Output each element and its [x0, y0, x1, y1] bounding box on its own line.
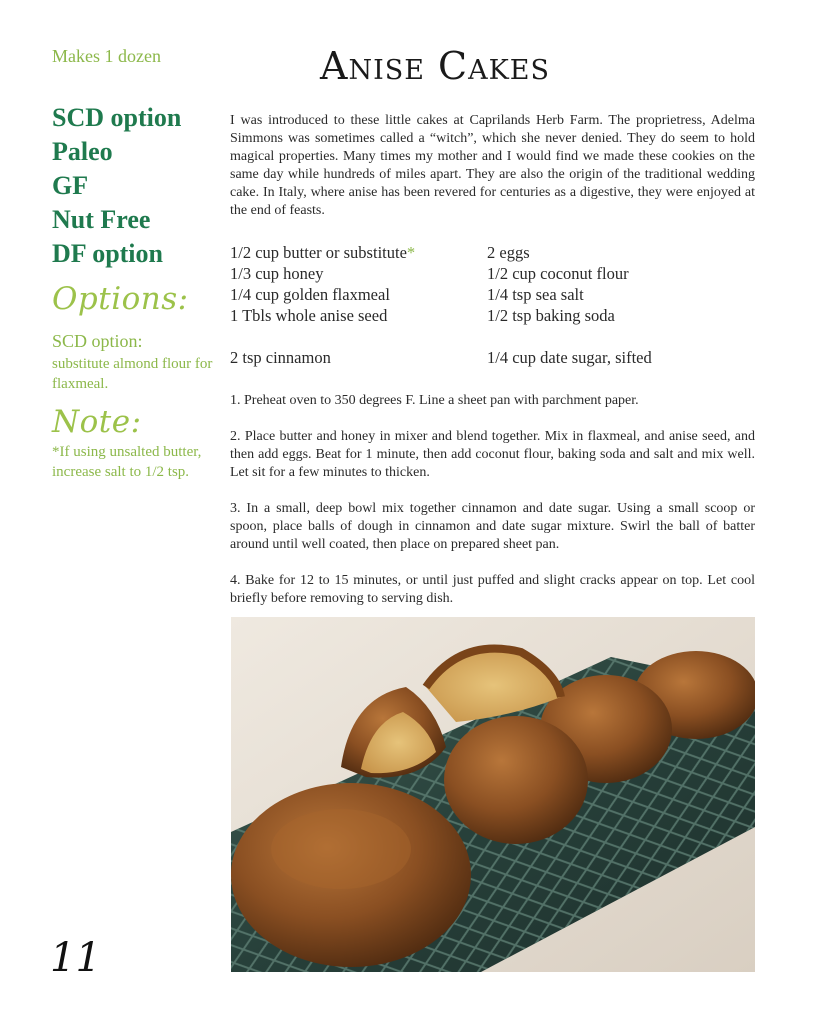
options-heading: Options:	[52, 281, 189, 317]
recipe-title: Anise Cakes	[320, 44, 550, 88]
ingredient-item: 1/2 cup coconut flour	[487, 264, 629, 283]
ingredient-spacer	[230, 326, 487, 347]
ingredient-item: 2 eggs	[487, 243, 530, 262]
ingredient-item: 1/2 tsp baking soda	[487, 306, 615, 325]
diet-option: Paleo	[52, 137, 113, 166]
ingredient-item: 1/3 cup honey	[230, 264, 324, 283]
ingredient-item: 1 Tbls whole anise seed	[230, 306, 388, 325]
ingredient-item: 1/4 cup date sugar, sifted	[487, 348, 652, 367]
instruction-step: 4. Bake for 12 to 15 minutes, or until just puffed and slight cracks appear on top. Let cool briefly before removing to serving dish.	[230, 573, 755, 606]
instruction-step: 3. In a small, deep bowl mix together cinnamon and date sugar. Using a small scoop or spoon, place balls of dough in cinnamon and date sugar mixture. Swirl the ball of batter around until well coated, then place on prepared sheet pan.	[230, 501, 755, 552]
cakes-photo-illustration	[231, 617, 755, 972]
diet-option: Nut Free	[52, 205, 151, 234]
sidebar	[52, 46, 222, 482]
diet-option: DF option	[52, 239, 163, 268]
instructions	[230, 392, 755, 626]
ingredient-text: 1/2 cup butter or substitute	[230, 243, 407, 262]
cakes-photo	[231, 617, 755, 972]
diet-options-list	[52, 101, 222, 271]
scd-text: substitute almond flour for flaxmeal.	[52, 356, 213, 392]
ingredient-spacer	[487, 326, 755, 347]
ingredients-table	[230, 242, 755, 368]
ingredient-item: 1/4 tsp sea salt	[487, 285, 584, 304]
ingredient-item: 2 tsp cinnamon	[230, 348, 331, 367]
instruction-step: 1. Preheat oven to 350 degrees F. Line a sheet pan with parchment paper.	[230, 393, 639, 408]
note-text: *If using unsalted butter, increase salt to 1/2 tsp.	[52, 444, 202, 480]
diet-option: GF	[52, 171, 89, 200]
page-number: 11	[50, 935, 101, 981]
diet-option: SCD option	[52, 103, 182, 132]
note-heading: Note:	[52, 404, 142, 440]
instruction-step: 2. Place butter and honey in mixer and blend together. Mix in flaxmeal, and anise seed, and then add eggs. Beat for 1 minute, then add coconut flour, baking soda and salt and mix well. Let sit for a few minutes to thicken.	[230, 429, 755, 480]
recipe-intro: I was introduced to these little cakes at Caprilands Herb Farm. The proprietress, Adelma Simmons was sometimes called a “witch”, which she never denied. They do seem to hold magical properties. Many times my mother and I would find we made these cookies on the same day while hundreds of miles apart. They are also the origin of the traditional wedding cake. In Italy, where anise has been revered for centuries as a digestive, they were enjoyed at the end of feasts.	[230, 113, 755, 218]
ingredient-item: 1/4 cup golden flaxmeal	[230, 285, 390, 304]
asterisk-mark: *	[406, 243, 416, 262]
yield-text: Makes 1 dozen	[52, 46, 161, 66]
ingredient-item	[230, 242, 487, 263]
scd-heading: SCD option:	[52, 331, 143, 351]
